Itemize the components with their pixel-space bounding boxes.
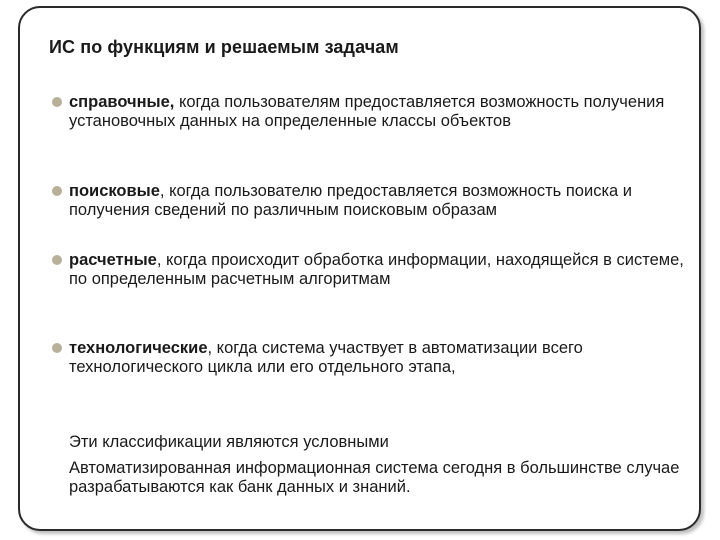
bullet-text bbox=[69, 93, 692, 131]
bullet-item-calculation bbox=[52, 251, 692, 289]
bullet-term: справочные, bbox=[69, 93, 175, 111]
bullet-term: технологические bbox=[69, 339, 208, 357]
bullet-dot-icon bbox=[52, 186, 62, 196]
bullet-description: когда пользователям предоставляется возможность получения установочных данных на определенные классы объектов bbox=[69, 93, 665, 130]
bullet-text bbox=[69, 339, 692, 377]
bullet-description: , когда пользователю предоставляется возможность поиска и получения сведений по различным поисковым образам bbox=[69, 182, 633, 219]
bullet-dot-icon bbox=[52, 255, 62, 265]
slide-title: ИС по функциям и решаемым задачам bbox=[49, 37, 399, 57]
bullet-term: поисковые bbox=[69, 182, 160, 200]
note-ais-today: Автоматизированная информационная система сегодня в большинстве случае разрабатываются как банк данных и знаний. bbox=[69, 459, 680, 496]
bullet-text bbox=[69, 182, 692, 220]
bullet-item-search bbox=[52, 182, 692, 220]
bullet-dot-icon bbox=[52, 97, 62, 107]
bullet-description: , когда система участвует в автоматизации всего технологического цикла или его отдельного этапа, bbox=[69, 339, 583, 376]
bullet-term: расчетные bbox=[69, 251, 157, 269]
bullet-dot-icon bbox=[52, 343, 62, 353]
note-conditional: Эти классификации являются условными bbox=[69, 433, 389, 451]
bullet-item-technological bbox=[52, 339, 692, 377]
bullet-description: , когда происходит обработка информации, находящейся в системе, по определенным расчетным алгоритмам bbox=[69, 251, 684, 288]
bullet-item-reference bbox=[52, 93, 692, 131]
bullet-text bbox=[69, 251, 692, 289]
